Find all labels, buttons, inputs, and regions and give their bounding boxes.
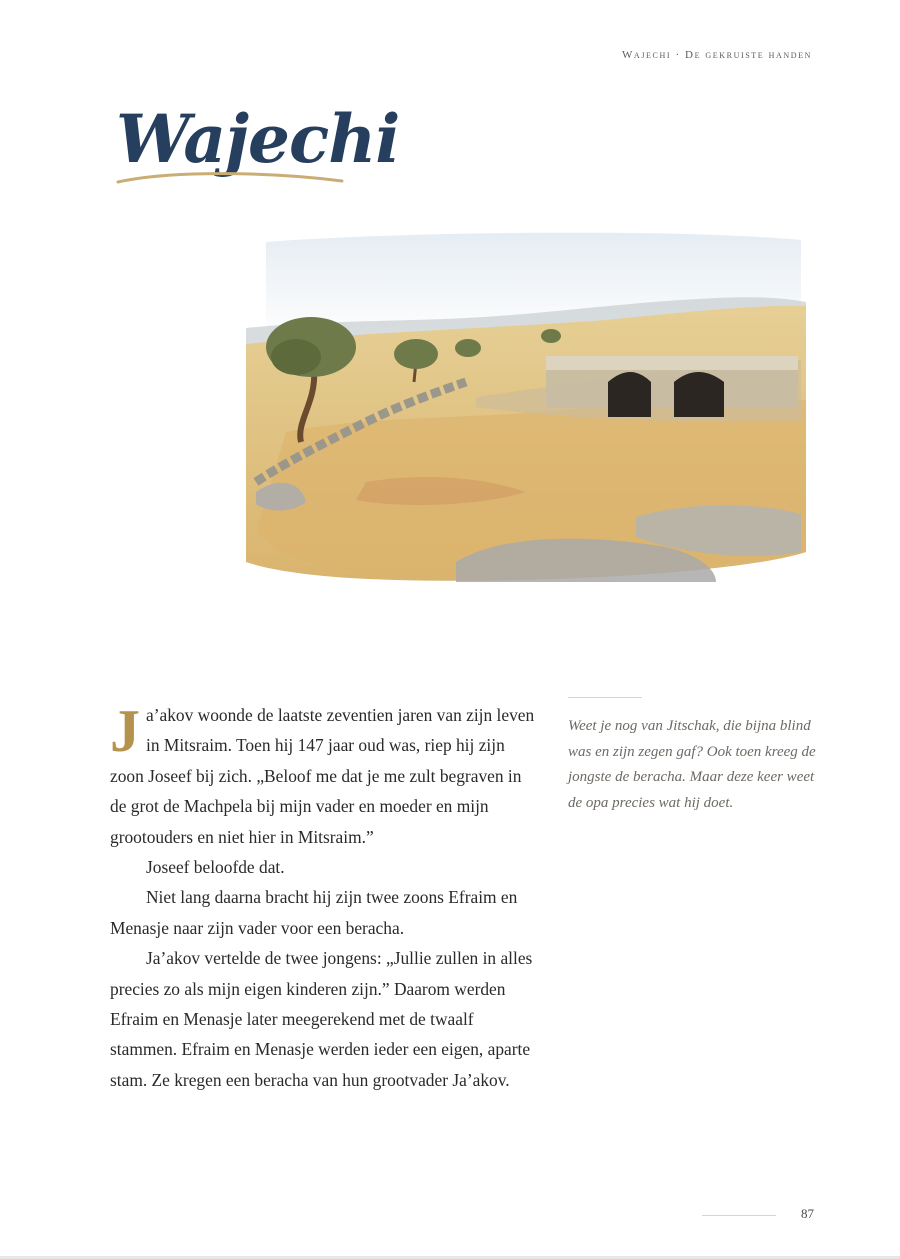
running-header: Wajechi · De gekruiste handen: [621, 49, 812, 61]
chapter-title: Wajechi: [116, 100, 400, 178]
body-paragraph-2: Joseef beloofde dat.: [146, 857, 285, 878]
body-paragraph-1: [110, 700, 538, 852]
title-underline: [112, 162, 352, 192]
side-note: Weet je nog van Jitschak, die bijna blind was en zijn zegen gaf? Ook toen kreeg de jongste de beracha. Maar deze keer weet de opa precies wat hij doet.: [568, 718, 816, 811]
landscape-illustration: [246, 232, 808, 588]
body-paragraph-4: Ja’akov vertelde de twee jongens: „Jullie zullen in alles precies zo als mijn eigen kinderen zijn.” Daarom werden Efraim en Menasje later meegerekend met de twaalf stammen. Efraim en Menasje werden ieder een eigen, aparte stam. Ze kregen een beracha van hun grootvader Ja’akov.: [110, 948, 533, 1090]
body-paragraph-3: Niet lang daarna bracht hij zijn twee zoons Efraim en Menasje naar zijn vader voor een beracha.: [110, 887, 518, 938]
paragraph-text: a’akov woonde de laatste zeventien jaren van zijn leven in Mitsraim. Toen hij 147 jaar oud was, riep hij zijn zoon Joseef bij zich. „Beloof me dat je me zult begraven in de grot de Machpela bij mijn vader en moeder en mijn grootouders en niet hier in Mitsraim.”: [110, 705, 535, 847]
body-text: [110, 700, 538, 1095]
side-note-rule: [568, 697, 642, 698]
page-number: 87: [801, 1206, 814, 1221]
chapter-title-block: [112, 100, 400, 200]
drop-cap: J: [110, 698, 140, 764]
footer-rule: [702, 1215, 776, 1216]
